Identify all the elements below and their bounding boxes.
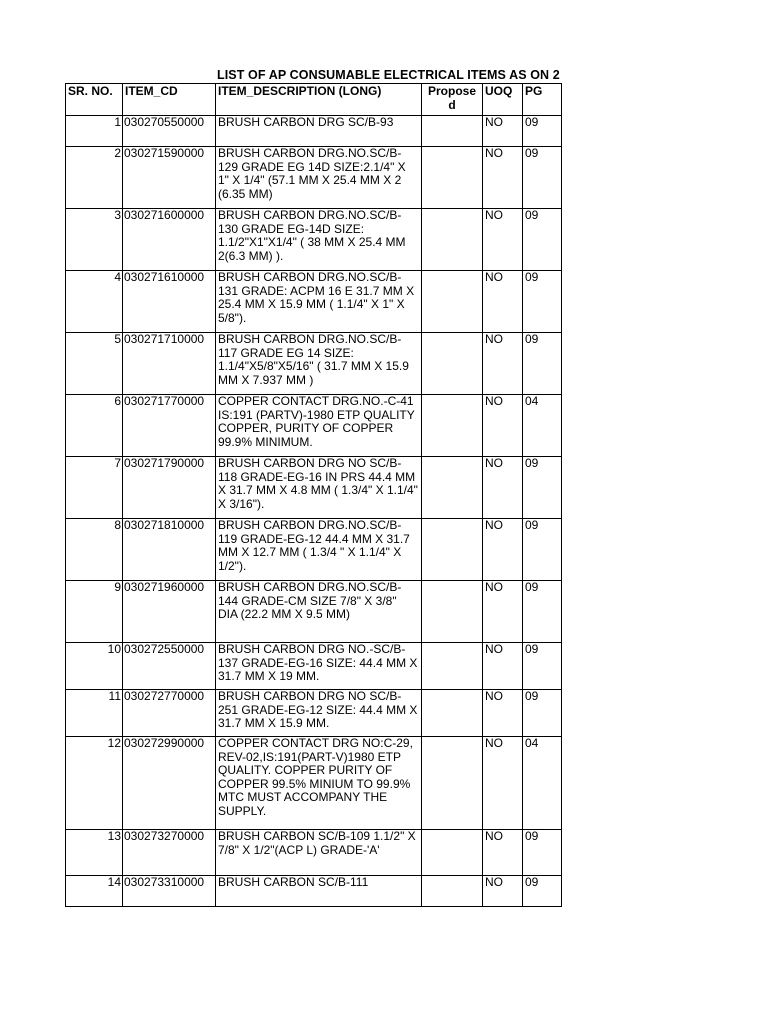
table-row bbox=[66, 209, 562, 271]
cell-sr-no[interactable]: 8 bbox=[66, 519, 123, 581]
cell-pg[interactable]: 09 bbox=[523, 876, 562, 907]
cell-item-description[interactable]: BRUSH CARBON DRG.NO.SC/B-119 GRADE-EG-12 44.4 MM X 31.7 MM X 12.7 MM ( 1.3/4 " X 1.1/4" X 1/2"). bbox=[216, 519, 422, 581]
cell-item-cd[interactable]: 030271590000 bbox=[123, 147, 216, 209]
cell-item-description[interactable]: BRUSH CARBON DRG NO.-SC/B-137 GRADE-EG-16 SIZE: 44.4 MM X 31.7 MM X 19 MM. bbox=[216, 643, 422, 690]
cell-pg[interactable]: 04 bbox=[523, 737, 562, 830]
cell-proposed[interactable] bbox=[422, 519, 483, 581]
cell-item-cd[interactable]: 030271790000 bbox=[123, 457, 216, 519]
cell-item-cd[interactable]: 030272770000 bbox=[123, 690, 216, 737]
cell-sr-no[interactable]: 4 bbox=[66, 271, 123, 333]
cell-item-cd[interactable]: 030271710000 bbox=[123, 333, 216, 395]
cell-item-cd[interactable]: 030270550000 bbox=[123, 116, 216, 147]
cell-item-description[interactable]: BRUSH CARBON DRG.NO.SC/B-117 GRADE EG 14 SIZE: 1.1/4"X5/8"X5/16" ( 31.7 MM X 15.9 MM X 7.937 MM ) bbox=[216, 333, 422, 395]
cell-pg[interactable]: 09 bbox=[523, 333, 562, 395]
cell-proposed[interactable] bbox=[422, 147, 483, 209]
header-uoq[interactable]: UOQ bbox=[483, 84, 523, 116]
table-row bbox=[66, 147, 562, 209]
cell-item-cd[interactable]: 030271770000 bbox=[123, 395, 216, 457]
cell-item-cd[interactable]: 030271960000 bbox=[123, 581, 216, 643]
cell-pg[interactable]: 09 bbox=[523, 116, 562, 147]
cell-pg[interactable]: 09 bbox=[523, 209, 562, 271]
cell-item-description[interactable]: BRUSH CARBON SC/B-109 1.1/2" X 7/8" X 1/2"(ACP L) GRADE-'A' bbox=[216, 830, 422, 876]
cell-proposed[interactable] bbox=[422, 116, 483, 147]
cell-pg[interactable]: 09 bbox=[523, 271, 562, 333]
cell-uoq[interactable]: NO bbox=[483, 209, 523, 271]
cell-uoq[interactable]: NO bbox=[483, 876, 523, 907]
cell-proposed[interactable] bbox=[422, 643, 483, 690]
cell-proposed[interactable] bbox=[422, 876, 483, 907]
cell-item-description[interactable]: BRUSH CARBON DRG.NO.SC/B-131 GRADE: ACPM 16 E 31.7 MM X 25.4 MM X 15.9 MM ( 1.1/4" X 1" X 5/8"). bbox=[216, 271, 422, 333]
cell-item-cd[interactable]: 030271600000 bbox=[123, 209, 216, 271]
cell-item-cd[interactable]: 030271610000 bbox=[123, 271, 216, 333]
cell-uoq[interactable]: NO bbox=[483, 581, 523, 643]
items-table bbox=[65, 83, 562, 907]
cell-pg[interactable]: 09 bbox=[523, 690, 562, 737]
cell-proposed[interactable] bbox=[422, 830, 483, 876]
cell-sr-no[interactable]: 12 bbox=[66, 737, 123, 830]
cell-uoq[interactable]: NO bbox=[483, 333, 523, 395]
cell-item-description[interactable]: BRUSH CARBON SC/B-111 bbox=[216, 876, 422, 907]
cell-item-description[interactable]: COPPER CONTACT DRG NO:C-29, REV-02,IS:191(PART-V)1980 ETP QUALITY. COPPER PURITY OF COPPER 99.5% MINIUM TO 99.9% MTC MUST ACCOMPANY THE SUPPLY. bbox=[216, 737, 422, 830]
table-row bbox=[66, 737, 562, 830]
cell-sr-no[interactable]: 2 bbox=[66, 147, 123, 209]
cell-item-description[interactable]: BRUSH CARBON DRG.NO.SC/B-129 GRADE EG 14D SIZE:2.1/4" X 1" X 1/4" (57.1 MM X 25.4 MM X 2 (6.35 MM) bbox=[216, 147, 422, 209]
cell-pg[interactable]: 09 bbox=[523, 643, 562, 690]
cell-sr-no[interactable]: 11 bbox=[66, 690, 123, 737]
table-row bbox=[66, 876, 562, 907]
cell-item-description[interactable]: BRUSH CARBON DRG.NO.SC/B-130 GRADE EG-14D SIZE: 1.1/2"X1"X1/4" ( 38 MM X 25.4 MM 2(6.3 MM) ). bbox=[216, 209, 422, 271]
table-row bbox=[66, 830, 562, 876]
cell-proposed[interactable] bbox=[422, 395, 483, 457]
cell-uoq[interactable]: NO bbox=[483, 830, 523, 876]
cell-pg[interactable]: 09 bbox=[523, 830, 562, 876]
cell-item-cd[interactable]: 030273270000 bbox=[123, 830, 216, 876]
cell-uoq[interactable]: NO bbox=[483, 116, 523, 147]
table-row bbox=[66, 457, 562, 519]
cell-sr-no[interactable]: 9 bbox=[66, 581, 123, 643]
header-item-cd[interactable]: ITEM_CD bbox=[123, 84, 216, 116]
cell-sr-no[interactable]: 5 bbox=[66, 333, 123, 395]
cell-item-description[interactable]: BRUSH CARBON DRG NO SC/B-118 GRADE-EG-16 IN PRS 44.4 MM X 31.7 MM X 4.8 MM ( 1.3/4" X 1.1/4" X 3/16"). bbox=[216, 457, 422, 519]
cell-uoq[interactable]: NO bbox=[483, 271, 523, 333]
table-row bbox=[66, 581, 562, 643]
cell-uoq[interactable]: NO bbox=[483, 519, 523, 581]
cell-proposed[interactable] bbox=[422, 271, 483, 333]
cell-uoq[interactable]: NO bbox=[483, 643, 523, 690]
cell-sr-no[interactable]: 14 bbox=[66, 876, 123, 907]
cell-item-cd[interactable]: 030272990000 bbox=[123, 737, 216, 830]
cell-uoq[interactable]: NO bbox=[483, 737, 523, 830]
table-row bbox=[66, 690, 562, 737]
table-row bbox=[66, 271, 562, 333]
sheet-title: LIST OF AP CONSUMABLE ELECTRICAL ITEMS AS ON 2 bbox=[217, 68, 560, 82]
cell-item-description[interactable]: BRUSH CARBON DRG SC/B-93 bbox=[216, 116, 422, 147]
cell-proposed[interactable] bbox=[422, 333, 483, 395]
header-proposed[interactable]: Propose d bbox=[422, 84, 483, 116]
cell-proposed[interactable] bbox=[422, 581, 483, 643]
cell-item-cd[interactable]: 030273310000 bbox=[123, 876, 216, 907]
cell-proposed[interactable] bbox=[422, 737, 483, 830]
cell-sr-no[interactable]: 6 bbox=[66, 395, 123, 457]
cell-proposed[interactable] bbox=[422, 457, 483, 519]
header-pg[interactable]: PG bbox=[523, 84, 562, 116]
table-row bbox=[66, 116, 562, 147]
cell-item-cd[interactable]: 030271810000 bbox=[123, 519, 216, 581]
cell-pg[interactable]: 09 bbox=[523, 519, 562, 581]
cell-sr-no[interactable]: 3 bbox=[66, 209, 123, 271]
cell-pg[interactable]: 09 bbox=[523, 147, 562, 209]
table-row bbox=[66, 519, 562, 581]
cell-proposed[interactable] bbox=[422, 690, 483, 737]
cell-sr-no[interactable]: 13 bbox=[66, 830, 123, 876]
cell-uoq[interactable]: NO bbox=[483, 457, 523, 519]
cell-pg[interactable]: 04 bbox=[523, 395, 562, 457]
cell-sr-no[interactable]: 7 bbox=[66, 457, 123, 519]
cell-sr-no[interactable]: 1 bbox=[66, 116, 123, 147]
cell-uoq[interactable]: NO bbox=[483, 395, 523, 457]
cell-sr-no[interactable]: 10 bbox=[66, 643, 123, 690]
cell-proposed[interactable] bbox=[422, 209, 483, 271]
cell-pg[interactable]: 09 bbox=[523, 457, 562, 519]
cell-item-description[interactable]: COPPER CONTACT DRG.NO.-C-41 IS:191 (PARTV)-1980 ETP QUALITY COPPER, PURITY OF COPPER 99.9% MINIMUM. bbox=[216, 395, 422, 457]
header-item-description[interactable]: ITEM_DESCRIPTION (LONG) bbox=[216, 84, 422, 116]
table-row bbox=[66, 395, 562, 457]
cell-uoq[interactable]: NO bbox=[483, 147, 523, 209]
cell-item-cd[interactable]: 030272550000 bbox=[123, 643, 216, 690]
cell-uoq[interactable]: NO bbox=[483, 690, 523, 737]
cell-item-description[interactable]: BRUSH CARBON DRG NO SC/B-251 GRADE-EG-12 SIZE: 44.4 MM X 31.7 MM X 15.9 MM. bbox=[216, 690, 422, 737]
cell-pg[interactable]: 09 bbox=[523, 581, 562, 643]
cell-item-description[interactable]: BRUSH CARBON DRG.NO.SC/B-144 GRADE-CM SIZE 7/8" X 3/8" DIA (22.2 MM X 9.5 MM) bbox=[216, 581, 422, 643]
header-sr-no[interactable]: SR. NO. bbox=[66, 84, 123, 116]
table-row bbox=[66, 643, 562, 690]
header-row bbox=[66, 84, 562, 116]
table-row bbox=[66, 333, 562, 395]
